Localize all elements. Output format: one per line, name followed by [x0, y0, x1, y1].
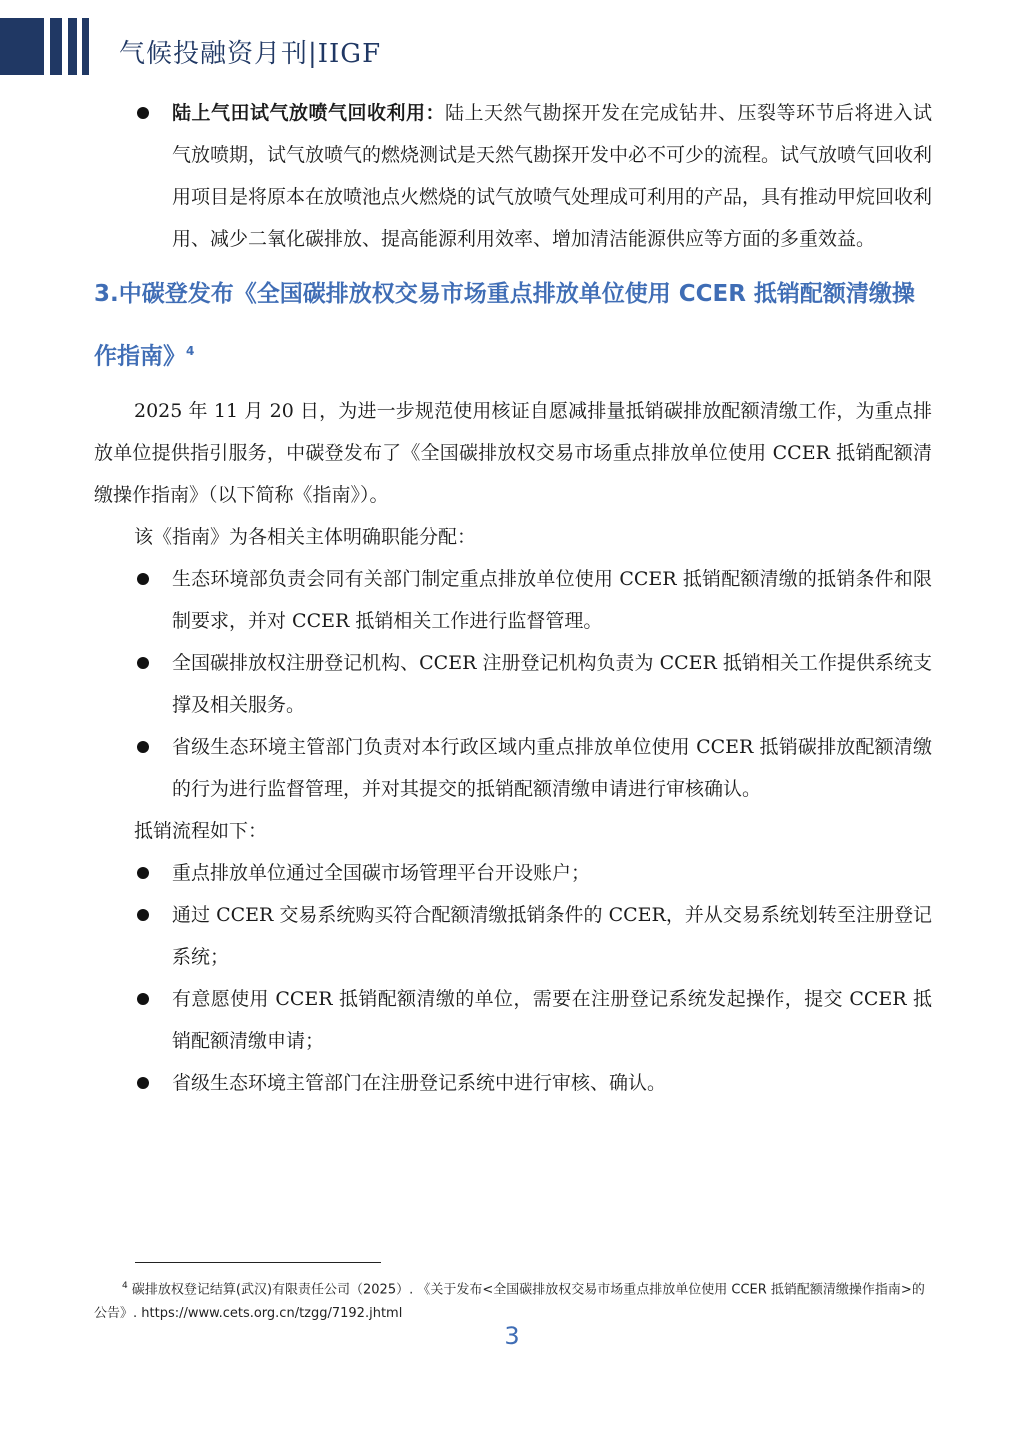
- footnote-ref[interactable]: 4: [186, 344, 195, 358]
- process-step: [94, 894, 932, 978]
- role-text: 生态环境部负责会同有关部门制定重点排放单位使用 CCER 抵销配额清缴的抵销条件和限制要求，并对 CCER 抵销相关工作进行监督管理。: [172, 567, 932, 632]
- bullet-dot: [137, 993, 149, 1005]
- process-text: 重点排放单位通过全国碳市场管理平台开设账户；: [172, 861, 591, 884]
- header-title: 气候投融资月刊|IIGF: [119, 39, 382, 69]
- bullet-text: 陆上天然气勘探开发在完成钻井、压裂等环节后将进入试气放喷期，试气放喷气的燃烧测试是天然气勘探开发中必不可少的流程。试气放喷气回收利用项目是将原本在放喷池点火燃烧的试气放喷气处理成可利用的产品，具有推动甲烷回收利用、减少二氧化碳排放、提高能源利用效率、增加清洁能源供应等方面的多重效益。: [172, 102, 933, 250]
- main-content: [94, 92, 932, 1104]
- process-text: 有意愿使用 CCER 抵销配额清缴的单位，需要在注册登记系统发起操作，提交 CCER 抵销配额清缴申请；: [172, 987, 932, 1052]
- footnote: [94, 1274, 932, 1326]
- section-title: [94, 266, 932, 386]
- process-text: 省级生态环境主管部门在注册登记系统中进行审核、确认。: [172, 1071, 667, 1094]
- process-intro: 抵销流程如下：: [134, 819, 268, 842]
- bullet-dot: [137, 107, 149, 119]
- bullet-dot: [137, 1077, 149, 1089]
- role-text: 全国碳排放权注册登记机构、CCER 注册登记机构负责为 CCER 抵销相关工作提供系统支撑及相关服务。: [172, 651, 932, 716]
- bullet-dot: [137, 867, 149, 879]
- bullet-dot: [137, 573, 149, 585]
- role-item: [94, 726, 932, 810]
- process-step: [94, 1062, 932, 1104]
- page-number: 3: [504, 1322, 520, 1350]
- process-step: [94, 978, 932, 1062]
- role-item: [94, 558, 932, 642]
- footnote-text[interactable]: 碳排放权登记结算(武汉)有限责任公司（2025）. 《关于发布<全国碳排放权交易市场重点排放单位使用 CCER 抵销配额清缴操作指南>的公告》. https://www.cets.org.cn/tzgg/7192.jhtml: [94, 1282, 925, 1322]
- process-step: [94, 852, 932, 894]
- bullet-dot: [137, 741, 149, 753]
- bullet-gas-recovery: [94, 92, 932, 260]
- footnote-number: 4: [122, 1281, 128, 1291]
- roles-intro: 该《指南》为各相关主体明确职能分配：: [134, 525, 477, 548]
- bullet-label: 陆上气田试气放喷气回收利用：: [172, 102, 445, 124]
- intro-paragraph: 2025 年 11 月 20 日，为进一步规范使用核证自愿减排量抵销碳排放配额清缴工作，为重点排放单位提供指引服务，中碳登发布了《全国碳排放权交易市场重点排放单位使用 CCER 抵销配额清缴操作指南》（以下简称《指南》）。: [94, 399, 932, 506]
- role-text: 省级生态环境主管部门负责对本行政区域内重点排放单位使用 CCER 抵销碳排放配额清缴的行为进行监督管理，并对其提交的抵销配额清缴申请进行审核确认。: [172, 735, 932, 800]
- process-text: 通过 CCER 交易系统购买符合配额清缴抵销条件的 CCER，并从交易系统划转至注册登记系统；: [172, 903, 932, 968]
- bullet-dot: [137, 909, 149, 921]
- bullet-dot: [137, 657, 149, 669]
- section-title-text: 3.中碳登发布《全国碳排放权交易市场重点排放单位使用 CCER 抵销配额清缴操作指南》: [94, 281, 915, 370]
- role-item: [94, 642, 932, 726]
- footnote-divider: [135, 1262, 381, 1263]
